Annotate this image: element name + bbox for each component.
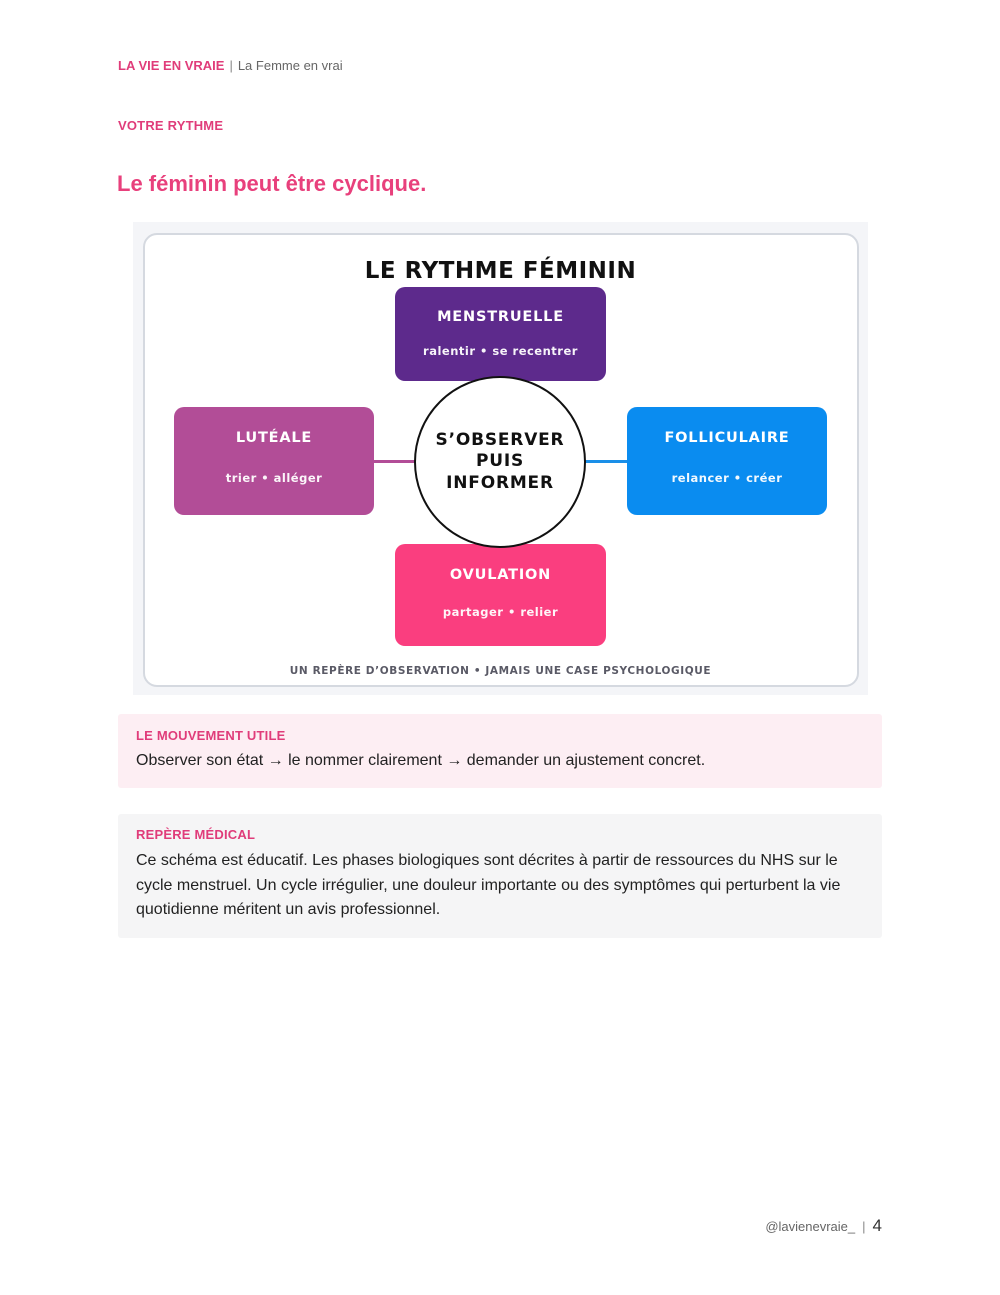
hub-line: S’OBSERVER — [435, 429, 565, 450]
callout-text: Observer son état → le nommer clairement → demander un ajustement concret. — [136, 752, 706, 769]
header-subtitle: La Femme en vrai — [237, 58, 343, 73]
header-separator: | — [229, 58, 233, 73]
phase-name: OVULATION — [449, 567, 552, 583]
phase-luteale — [174, 407, 374, 515]
section-kicker: VOTRE RYTHME — [118, 118, 224, 133]
rhythm-diagram — [133, 222, 868, 695]
phase-name: LUTÉALE — [235, 430, 313, 446]
page-footer — [765, 1216, 882, 1236]
callout-label: REPÈRE MÉDICAL — [136, 827, 256, 842]
brand-name: LA VIE EN VRAIE — [118, 58, 225, 73]
phase-menstruelle — [395, 287, 606, 381]
phase-name: MENSTRUELLE — [437, 309, 564, 325]
footer-separator: | — [862, 1219, 866, 1234]
phase-verbs: relancer • créer — [671, 471, 783, 485]
callout-mouvement-utile — [118, 714, 882, 788]
connector-luteale — [374, 460, 416, 463]
phase-verbs: ralentir • se recentrer — [423, 344, 578, 358]
page-number: 4 — [872, 1216, 882, 1235]
social-handle: @lavienevraie_ — [765, 1219, 856, 1234]
phase-verbs: trier • alléger — [225, 471, 323, 485]
phase-verbs: partager • relier — [442, 605, 559, 619]
phase-folliculaire — [627, 407, 827, 515]
hub-line: PUIS — [475, 451, 525, 472]
connector-folliculaire — [585, 460, 627, 463]
callout-repere-medical — [118, 814, 882, 938]
diagram-title: LE RYTHME FÉMININ — [364, 258, 637, 284]
center-hub — [414, 376, 586, 548]
page-headline: Le féminin peut être cyclique. — [117, 171, 427, 196]
callout-label: LE MOUVEMENT UTILE — [136, 728, 286, 743]
diagram-footnote: UN REPÈRE D’OBSERVATION • JAMAIS UNE CASE PSYCHOLOGIQUE — [289, 665, 712, 677]
running-header — [118, 58, 343, 74]
hub-line: INFORMER — [446, 472, 554, 493]
callout-text: Ce schéma est éducatif. Les phases biologiques sont décrites à partir de ressources du NHS sur le cycle menstruel. Un cycle irrégulier, une douleur importante ou des symptômes qui perturbent la vie quotidienne méritent un avis professionnel. — [136, 852, 841, 918]
phase-name: FOLLICULAIRE — [664, 430, 790, 446]
phase-ovulation — [395, 544, 606, 646]
